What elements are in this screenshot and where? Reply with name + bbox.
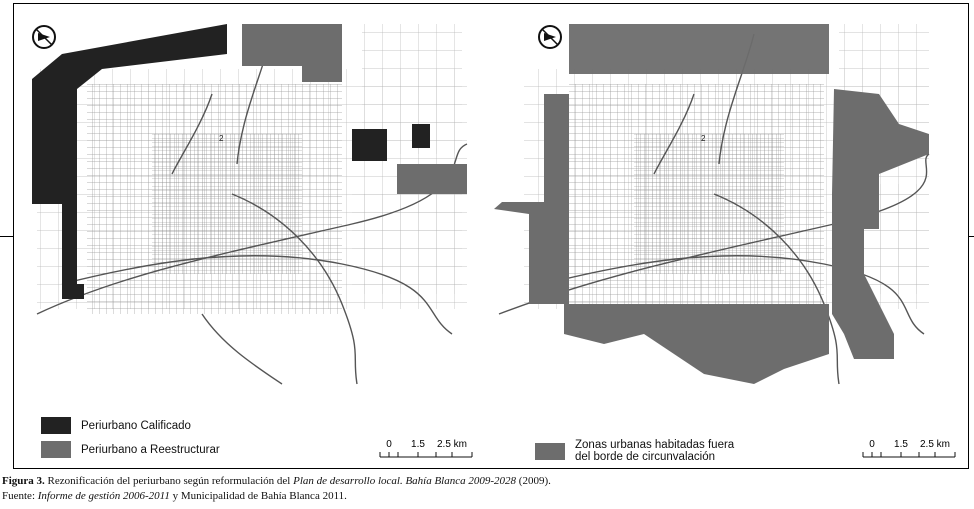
figure-text: Rezonificación del periurbano según reformulación del [44, 475, 294, 487]
east-grid [352, 194, 462, 294]
map-label-number: 2 [219, 134, 224, 143]
scale-tick-1: 1.5 [411, 439, 425, 450]
swatch-zonas-urbanas [535, 443, 565, 460]
left-scale-bar [376, 437, 476, 465]
scale-bar-svg [376, 437, 476, 465]
legend-label [575, 439, 734, 463]
map-label-number: 2 [701, 134, 706, 143]
figure-year: (2009). [516, 475, 551, 487]
swatch-periurbano-reestructurar [41, 441, 71, 458]
legend-label-line-2: del borde de circunvalación [575, 451, 716, 463]
left-map-svg [22, 14, 472, 394]
scale-tick-2: 2.5 km [436, 439, 468, 450]
scale-tick-2: 2.5 km [919, 439, 951, 450]
scale-tick-1: 1.5 [894, 439, 908, 450]
figure-prefix: Figura 3. [2, 475, 45, 487]
left-edge-line [0, 236, 14, 237]
source-title: Informe de gestión 2006-2011 [37, 490, 170, 502]
legend-label: Periurbano a Reestructurar [81, 443, 220, 456]
right-map [484, 14, 934, 394]
source-prefix: Fuente: [2, 490, 38, 502]
scale-tick-0: 0 [386, 439, 392, 450]
periurbano-reestructurar-zone-east [397, 164, 467, 194]
legend-label: Periurbano Calificado [81, 419, 191, 432]
north-arrow-icon [33, 26, 55, 48]
figure-caption [2, 475, 551, 487]
source-rest: y Municipalidad de Bahía Blanca 2011. [169, 490, 347, 502]
right-scale-bar [859, 437, 959, 465]
scale-tick-0: 0 [869, 439, 875, 450]
swatch-periurbano-calificado [41, 417, 71, 434]
periurbano-calificado-block-1 [352, 129, 387, 161]
scale-bar-svg [859, 437, 959, 465]
legend-zonas-urbanas [535, 439, 734, 463]
legend-periurbano-calificado [41, 417, 191, 434]
figure-title: Plan de desarrollo local. Bahía Blanca 2009-2028 [293, 475, 517, 487]
figure-frame [13, 3, 969, 469]
periurbano-calificado-block-2 [412, 124, 430, 148]
north-arrow-icon [539, 26, 561, 48]
legend-periurbano-reestructurar [41, 441, 220, 458]
zona-urbana-north [569, 24, 829, 74]
right-map-svg [484, 14, 934, 394]
left-map [22, 14, 472, 394]
legend-label-line-1: Zonas urbanas habitadas fuera [575, 439, 735, 451]
source-caption [2, 490, 347, 502]
zona-urbana-south [564, 304, 829, 384]
